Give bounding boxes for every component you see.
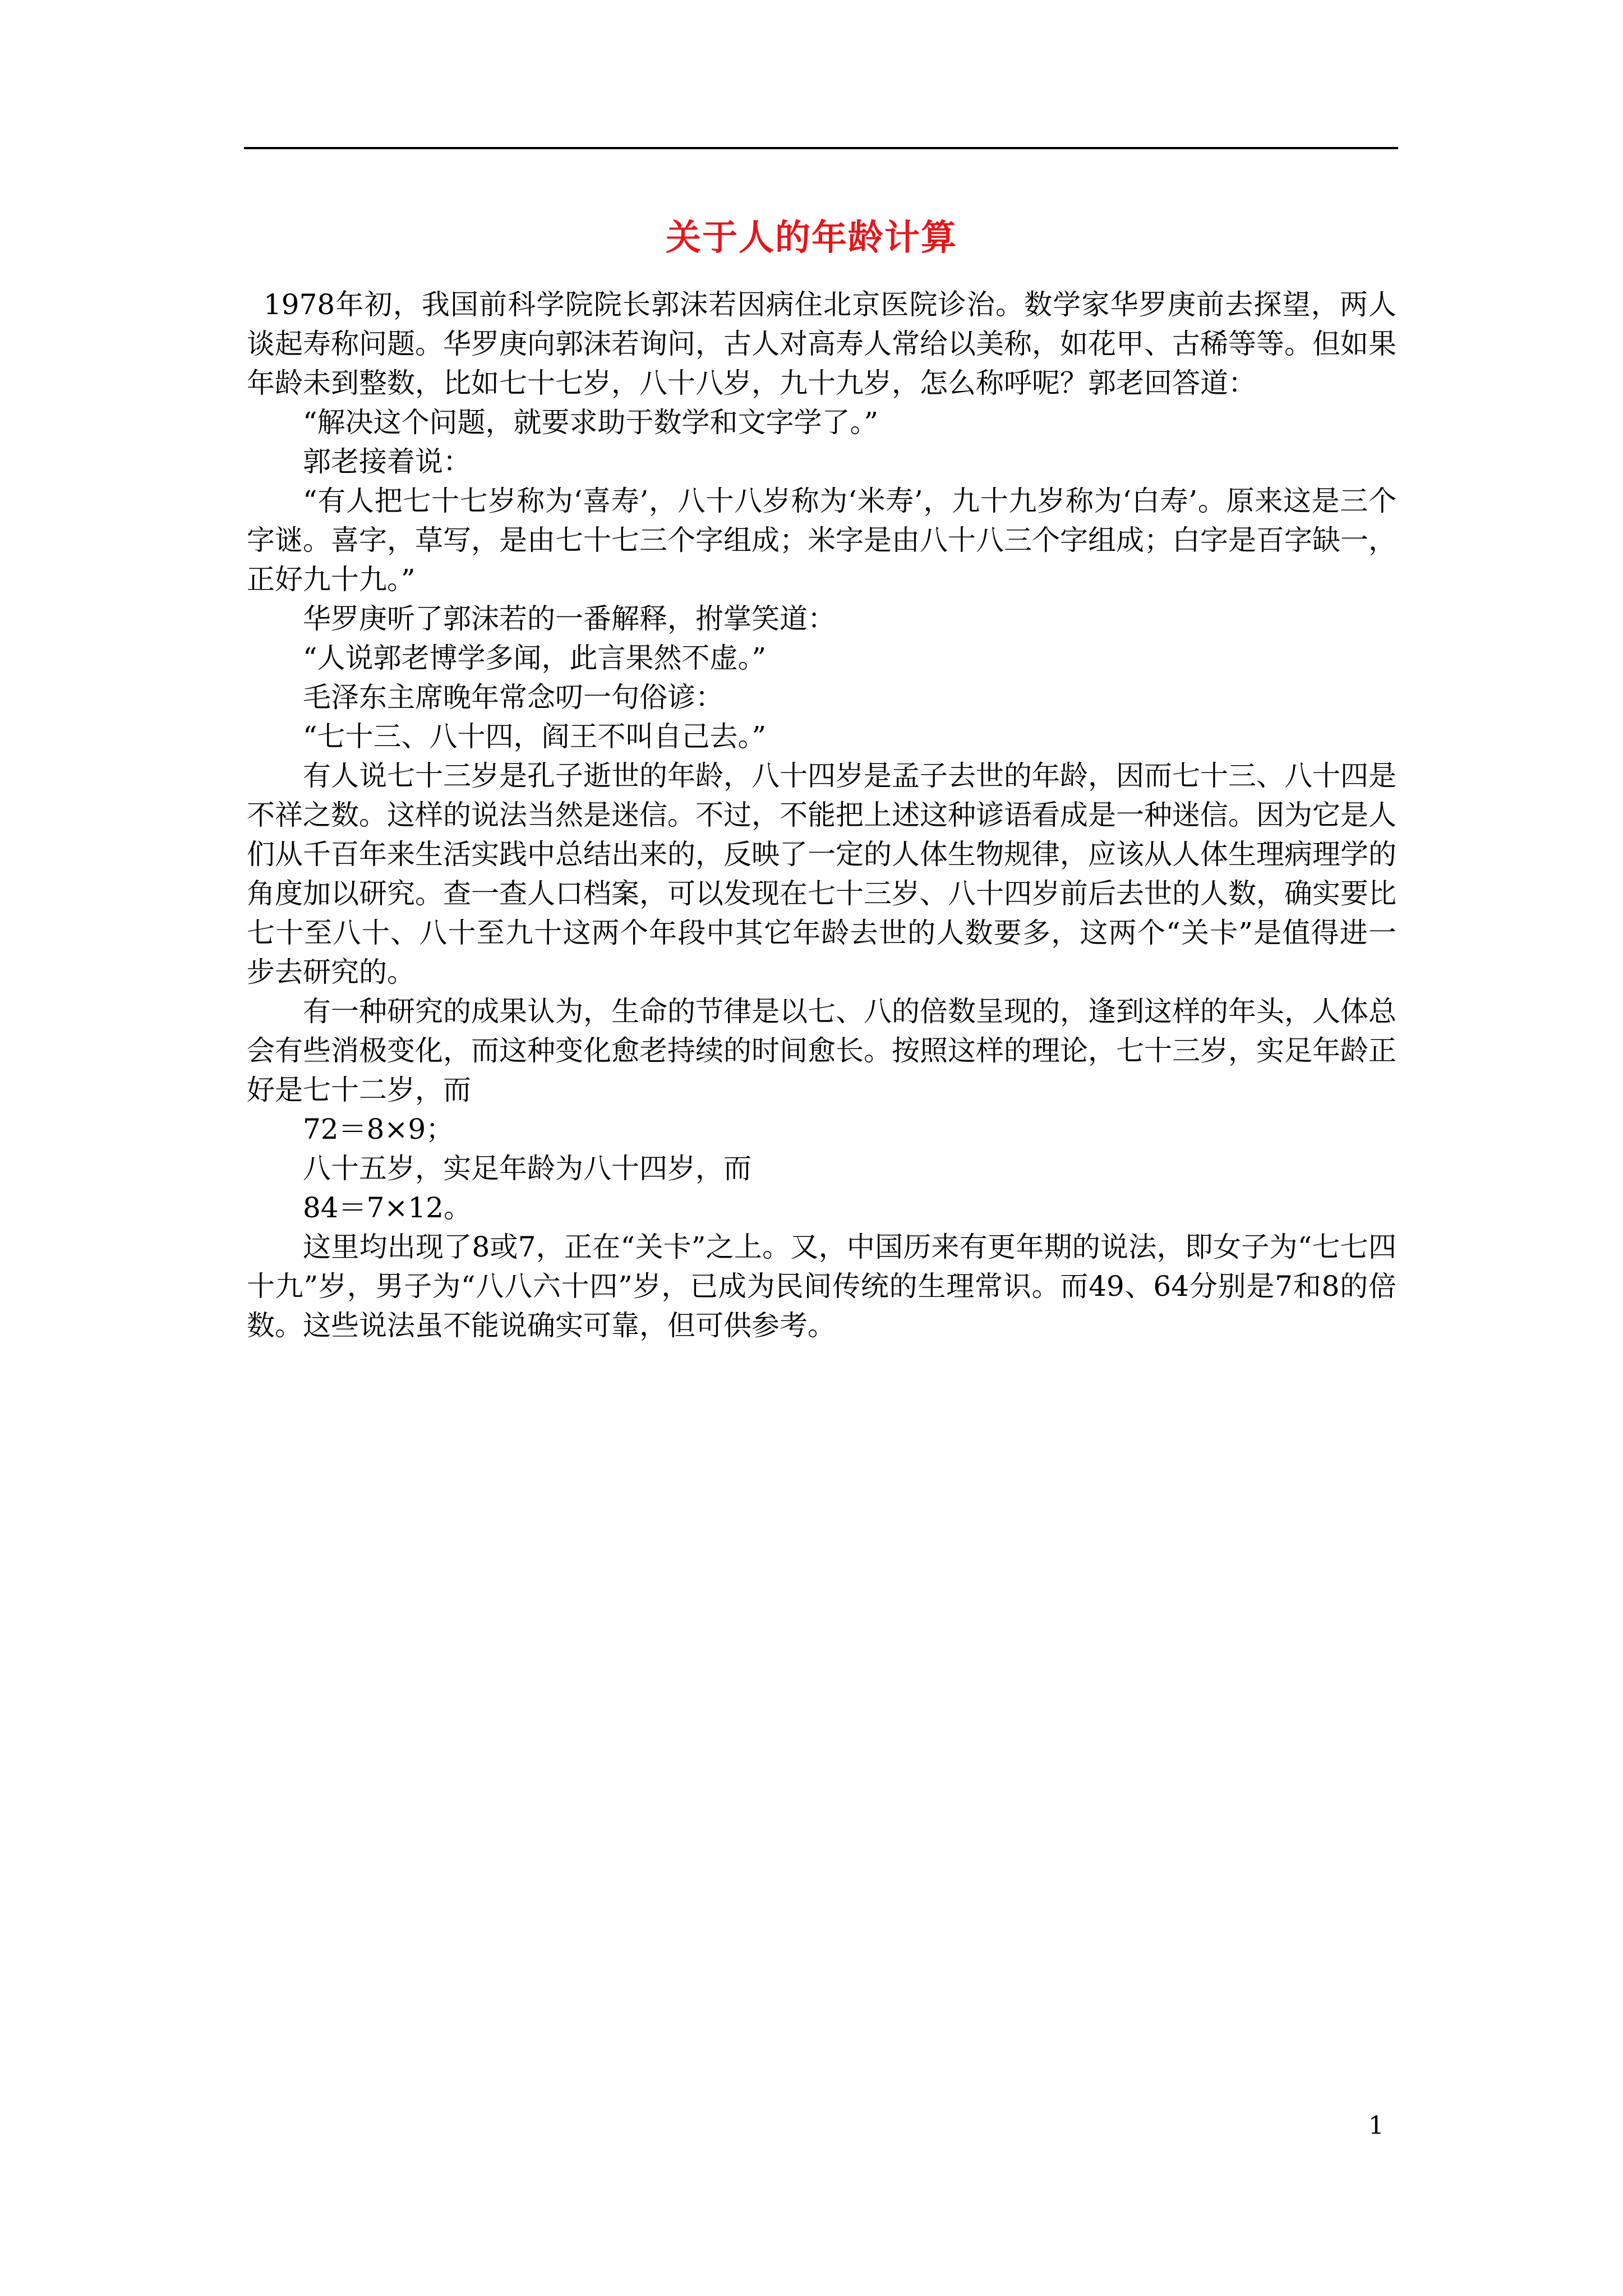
paragraph-2: “解决这个问题，就要求助于数学和文字学了。” <box>303 406 879 439</box>
paragraph-11: 八十五岁，实足年龄为八十四岁，而 <box>303 1152 751 1185</box>
paragraph-1: 1978年初，我国前科学院院长郭沫若因病住北京医院诊治。数学家华罗庚前去探望，两人谈起寿称问题。华罗庚向郭沫若询问，古人对高寿人常给以美称，如花甲、古稀等等。但如果年龄未到整数，比如七十七岁，八十八岁，九十九岁，怎么称呼呢？郭老回答道： <box>247 288 1396 399</box>
paragraph-12: 这里均出现了8或7，正在“关卡”之上。又，中国历来有更年期的说法，即女子为“七七四十九”岁，男子为“八八六十四”岁，已成为民间传统的生理常识。而49、64分别是7和8的倍数。这些说法虽不能说确实可靠，但可供参考。 <box>247 1231 1396 1342</box>
equation-1: 72＝8×9； <box>303 1113 454 1145</box>
paragraph-10: 有一种研究的成果认为，生命的节律是以七、八的倍数呈现的，逢到这样的年头，人体总会有些消极变化，而这种变化愈老持续的时间愈长。按照这样的理论，七十三岁，实足年龄正好是七十二岁，而 <box>247 995 1396 1106</box>
paragraph-5: 华罗庚听了郭沫若的一番解释，拊掌笑道： <box>303 602 836 635</box>
paragraph-3: 郭老接着说： <box>303 445 471 478</box>
header-rule <box>244 147 1398 149</box>
document-title: 关于人的年龄计算 <box>666 217 957 258</box>
paragraph-7: 毛泽东主席晚年常念叨一句俗谚： <box>303 681 723 714</box>
paragraph-6: “人说郭老博学多闻，此言果然不虚。” <box>303 642 767 674</box>
paragraph-8: “七十三、八十四，阎王不叫自己去。” <box>303 720 767 753</box>
paragraph-9: 有人说七十三岁是孔子逝世的年龄，八十四岁是孟子去世的年龄，因而七十三、八十四是不祥之数。这样的说法当然是迷信。不过，不能把上述这种谚语看成是一种迷信。因为它是人们从千百年来生活实践中总结出来的，反映了一定的人体生物规律，应该从人体生理病理学的角度加以研究。查一查人口档案，可以发现在七十三岁、八十四岁前后去世的人数，确实要比七十至八十、八十至九十这两个年段中其它年龄去世的人数要多，这两个“关卡”是值得进一步去研究的。 <box>247 760 1396 988</box>
paragraph-4: “有人把七十七岁称为‘喜寿’，八十八岁称为‘米寿’，九十九岁称为‘白寿’。原来这是三个字谜。喜字，草写，是由七十七三个字组成；米字是由八十八三个字组成；白字是百字缺一，正好九十九。” <box>247 485 1396 596</box>
document-body <box>247 285 1396 1345</box>
page-number: 1 <box>1368 2111 1384 2140</box>
equation-2: 84＝7×12。 <box>303 1191 472 1224</box>
